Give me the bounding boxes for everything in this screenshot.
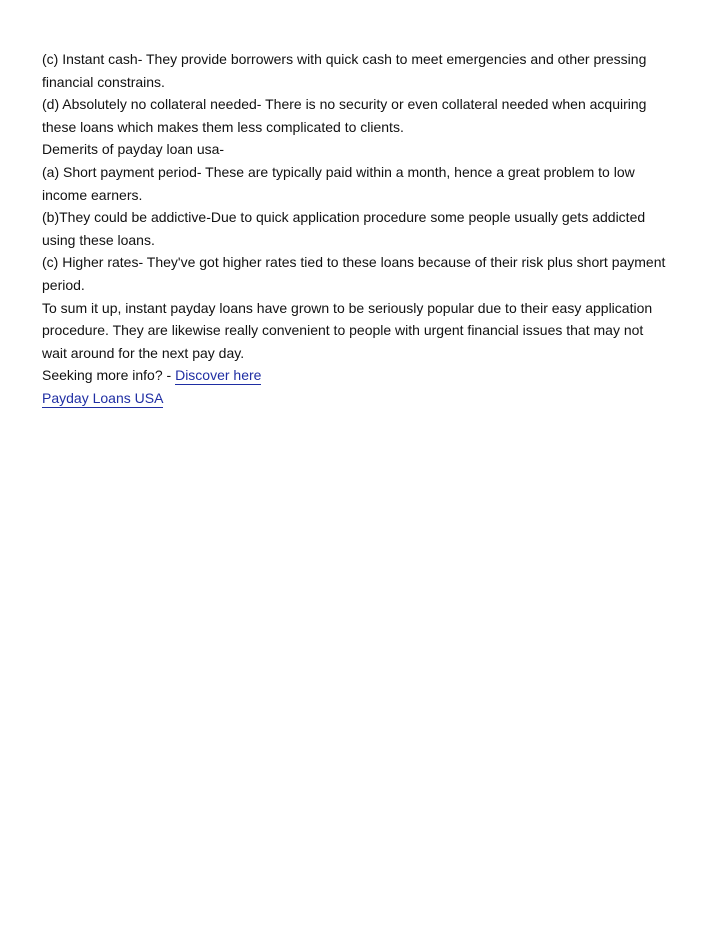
text-line: using these loans.	[42, 231, 155, 248]
text-line: (d) Absolutely no collateral needed- There is no security or even collateral needed when acquiring	[42, 96, 647, 113]
text-line: (c) Instant cash- They provide borrowers with quick cash to meet emergencies and other pressing	[42, 51, 647, 67]
document-body	[42, 48, 702, 410]
text-line: (c) Higher rates- They've got higher rates tied to these loans because of their risk plus short payment	[42, 254, 666, 271]
text-line: To sum it up, instant payday loans have grown to be seriously popular due to their easy application	[42, 299, 653, 316]
payday-loans-line	[42, 387, 702, 410]
more-info-prefix: Seeking more info? -	[42, 367, 176, 384]
discover-here-link[interactable]: Discover here	[175, 367, 262, 384]
section-heading: Demerits of payday loan usa-	[42, 141, 225, 158]
payday-loans-usa-link[interactable]: Payday Loans USA	[42, 389, 164, 406]
text-line: financial constrains.	[42, 73, 165, 90]
more-info-line	[42, 364, 702, 387]
text-line: procedure. They are likewise really convenient to people with urgent financial issues that may not	[42, 322, 644, 339]
text-line: wait around for the next pay day.	[42, 344, 245, 361]
text-line: income earners.	[42, 186, 143, 203]
text-line: (b)They could be addictive-Due to quick application procedure some people usually gets addicted	[42, 209, 646, 226]
text-line: period.	[42, 276, 85, 293]
text-line: (a) Short payment period- These are typically paid within a month, hence a great problem to low	[42, 163, 635, 180]
text-line: these loans which makes them less complicated to clients.	[42, 118, 404, 135]
